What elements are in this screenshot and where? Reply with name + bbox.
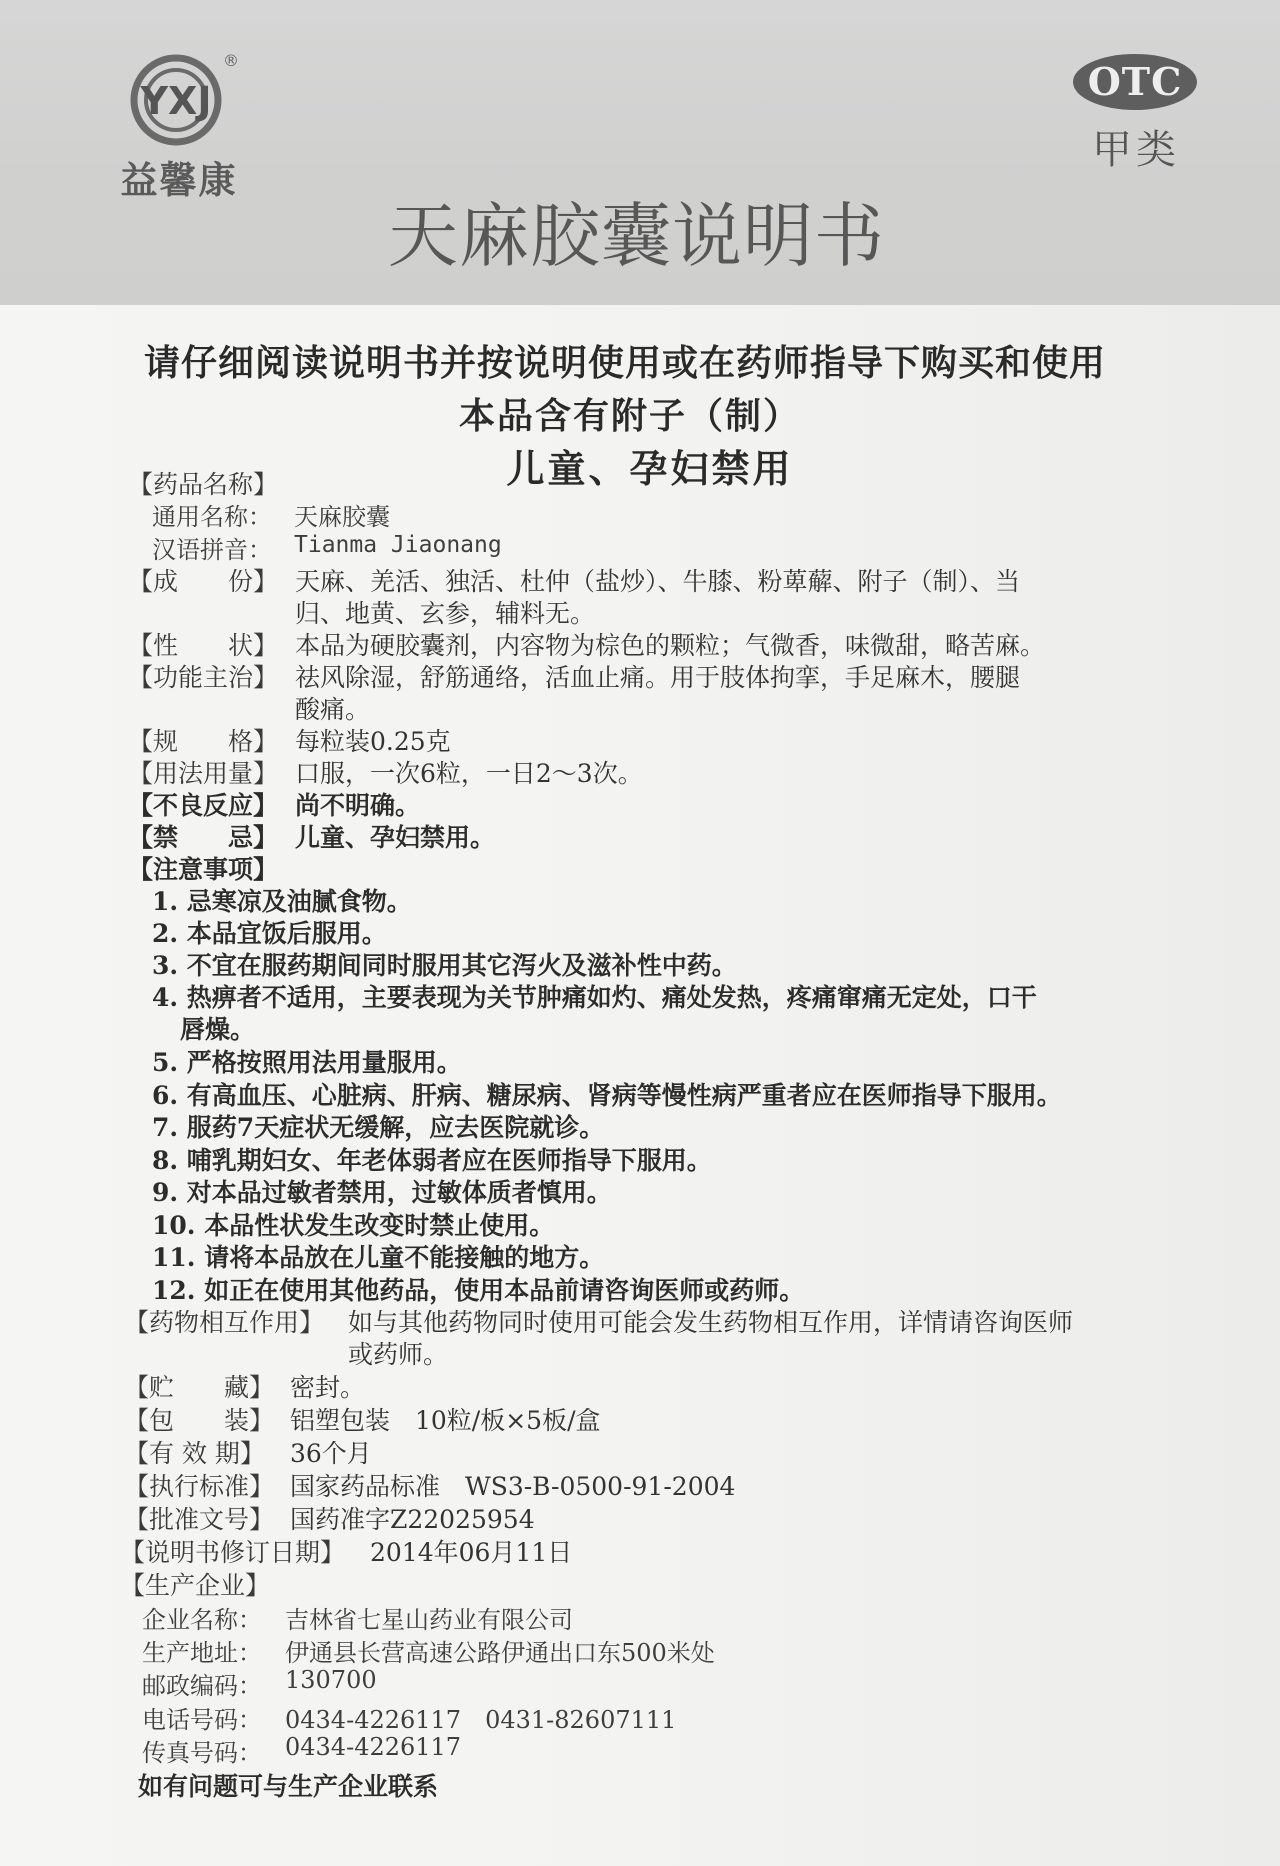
precaution-item-6: 6. 有高血压、心脏病、肝病、糖尿病、肾病等慢性病严重者应在医师指导下服用。: [152, 1081, 1062, 1110]
document-title: 天麻胶囊说明书: [388, 195, 885, 277]
precaution-item-7: 7. 服药7天症状无缓解，应去医院就诊。: [152, 1113, 605, 1142]
headline-read-instructions: 请仔细阅读说明书并按说明使用或在药师指导下购买和使用: [143, 342, 1106, 384]
precaution-item-4: 4. 热痹者不适用，主要表现为关节肿痛如灼、痛处发热，疼痛窜痛无定处，口干: [152, 983, 1037, 1012]
validity-value: 36个月: [290, 1439, 372, 1468]
phone-value: 0434-4226117 0431-82607111: [285, 1706, 677, 1734]
section-label-revision-date: 【说明书修订日期】: [120, 1538, 346, 1567]
interactions-line-1: 如与其他药物同时使用可能会发生药物相互作用，详情请咨询医师: [348, 1308, 1074, 1337]
generic-name-label: 通用名称：: [152, 503, 272, 531]
brand-name: 益馨康: [120, 159, 238, 202]
fax-value: 0434-4226117: [285, 1733, 462, 1761]
company-name-value: 吉林省七星山药业有限公司: [285, 1606, 573, 1634]
section-label-storage: 【贮 藏】: [124, 1373, 275, 1402]
address-value: 伊通县长营高速公路伊通出口东500米处: [285, 1639, 715, 1667]
storage-value: 密封。: [290, 1373, 366, 1402]
precaution-item-1: 1. 忌寒凉及油腻食物。: [152, 887, 412, 916]
section-label-specification: 【规 格】: [128, 727, 279, 756]
section-label-adverse-reactions: 【不良反应】: [128, 791, 279, 820]
phone-label: 电话号码：: [142, 1706, 262, 1734]
precaution-item-4-cont: 唇燥。: [180, 1015, 256, 1044]
precaution-item-9: 9. 对本品过敏者禁用，过敏体质者慎用。: [152, 1178, 612, 1207]
section-label-ingredients: 【成 份】: [128, 567, 279, 596]
standard-value: 国家药品标准 WS3-B-0500-91-2004: [290, 1472, 736, 1501]
section-label-standard: 【执行标准】: [124, 1472, 275, 1501]
interactions-line-2: 或药师。: [348, 1340, 449, 1369]
indications-line-1: 祛风除湿，舒筋通络，活血止痛。用于肢体拘挛，手足麻木，腰腿: [295, 663, 1021, 692]
headline-contains-aconite: 本品含有附子（制）: [458, 395, 801, 437]
postcode-value: 130700: [285, 1666, 377, 1694]
fax-label: 传真号码：: [142, 1739, 262, 1767]
ingredients-line-1: 天麻、羌活、独活、杜仲（盐炒）、牛膝、粉萆薢、附子（制）、当: [295, 567, 1021, 596]
precaution-item-5: 5. 严格按照用法用量服用。: [152, 1048, 462, 1077]
postcode-label: 邮政编码：: [142, 1672, 262, 1700]
registered-mark: ®: [223, 51, 239, 70]
section-label-manufacturer: 【生产企业】: [120, 1571, 271, 1600]
section-label-drug-interactions: 【药物相互作用】: [124, 1308, 325, 1337]
precaution-item-2: 2. 本品宜饭后服用。: [152, 919, 387, 948]
adverse-reactions-value: 尚不明确。: [295, 791, 421, 820]
dosage-value: 口服，一次6粒，一日2～3次。: [295, 759, 643, 788]
contraindications-value: 儿童、孕妇禁用。: [295, 823, 496, 852]
indications-line-2: 酸痛。: [295, 695, 371, 724]
otc-badge: OTC: [1073, 54, 1197, 110]
approval-number-value: 国药准字Z22025954: [290, 1505, 535, 1534]
pinyin-value: Tianma Jiaonang: [294, 532, 502, 558]
packaging-value: 铝塑包装 10粒/板×5板/盒: [290, 1406, 601, 1435]
logo-lettering: YXJ: [140, 79, 212, 123]
precaution-item-8: 8. 哺乳期妇女、年老体弱者应在医师指导下服用。: [152, 1146, 712, 1175]
company-name-label: 企业名称：: [142, 1606, 262, 1634]
ingredients-line-2: 归、地黄、玄参，辅料无。: [295, 599, 596, 628]
section-label-packaging: 【包 装】: [124, 1406, 275, 1435]
address-label: 生产地址：: [142, 1639, 262, 1667]
specification-value: 每粒装0.25克: [295, 727, 451, 756]
otc-class-label: 甲类: [1092, 127, 1180, 173]
generic-name-value: 天麻胶囊: [294, 503, 390, 531]
revision-date-value: 2014年06月11日: [370, 1538, 573, 1567]
section-label-properties: 【性 状】: [128, 631, 279, 660]
precaution-item-11: 11. 请将本品放在儿童不能接触的地方。: [152, 1243, 605, 1272]
properties-value: 本品为硬胶囊剂，内容物为棕色的颗粒；气微香，味微甜，略苦麻。: [295, 631, 1046, 660]
section-label-drug-name: 【药品名称】: [128, 470, 279, 499]
section-label-indications: 【功能主治】: [128, 663, 279, 692]
section-label-approval-number: 【批准文号】: [124, 1505, 275, 1534]
precaution-item-3: 3. 不宜在服药期间同时服用其它泻火及滋补性中药。: [152, 951, 737, 980]
precaution-item-10: 10. 本品性状发生改变时禁止使用。: [152, 1211, 555, 1240]
precaution-item-12: 12. 如正在使用其他药品，使用本品前请咨询医师或药师。: [152, 1276, 805, 1305]
section-label-contraindications: 【禁 忌】: [128, 823, 279, 852]
section-label-validity: 【有 效 期】: [124, 1439, 265, 1468]
section-label-dosage: 【用法用量】: [128, 759, 279, 788]
headline-prohibited-children-pregnant: 儿童、孕妇禁用: [506, 446, 794, 491]
contact-note: 如有问题可与生产企业联系: [138, 1772, 439, 1801]
section-label-precautions: 【注意事项】: [128, 855, 279, 884]
pinyin-label: 汉语拼音：: [152, 536, 272, 564]
